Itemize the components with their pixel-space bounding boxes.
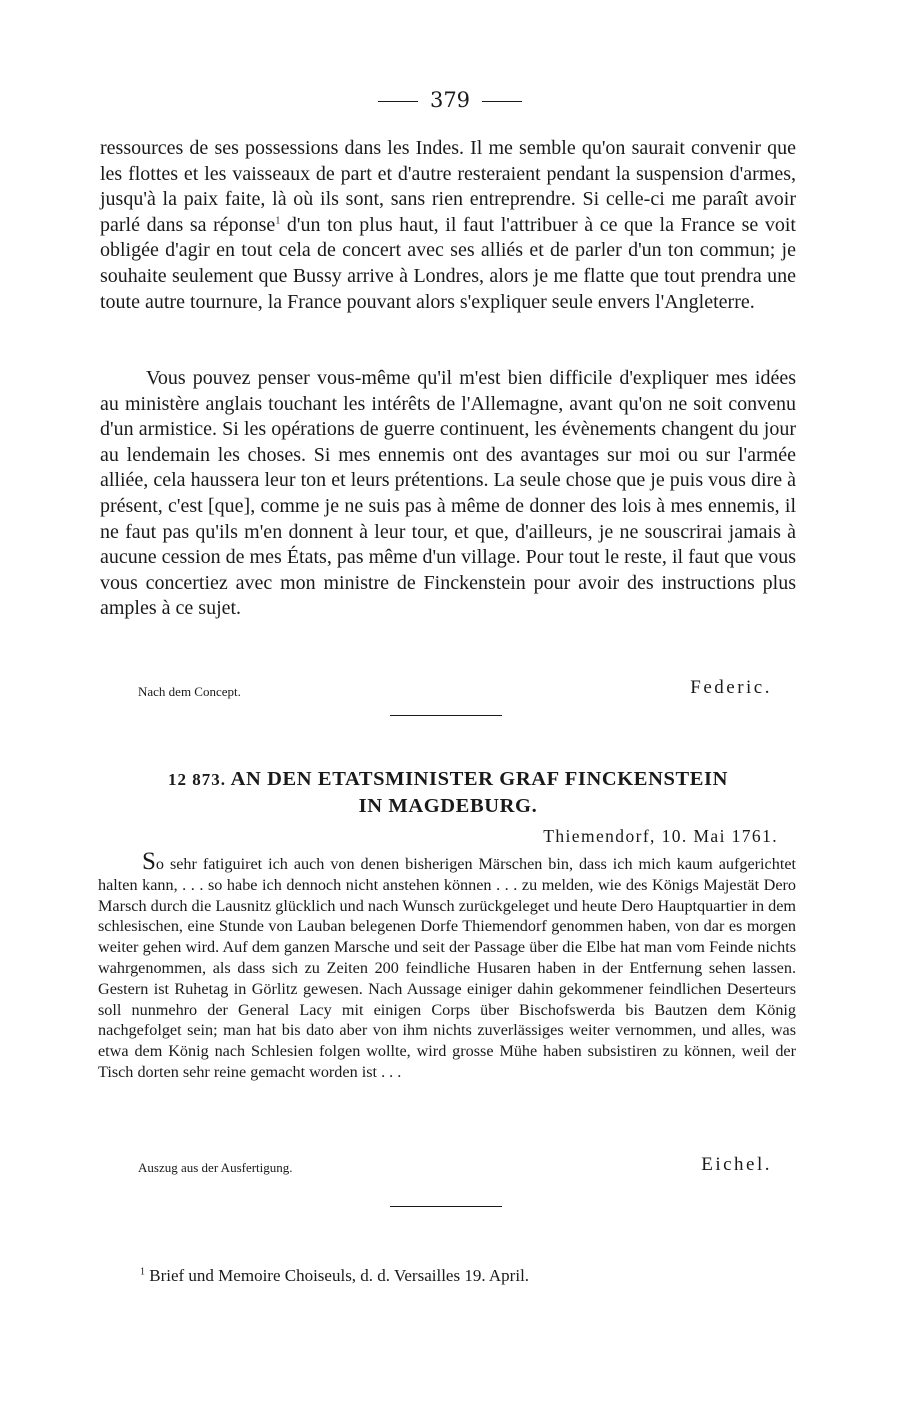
page-number-dash-left [378,101,418,102]
footnote-text: Brief und Memoire Choiseuls, d. d. Versailles 19. April. [149,1266,530,1285]
letter-dropcap: S [142,848,156,875]
page-number-text: 379 [429,88,471,112]
paragraph-1-text: ressources de ses possessions dans les Indes. Il me semble qu'on saurait convenir que les flottes et les vaisseaux de part et d'autre resteraient pendant la suspension d'armes, jusqu'à la paix faite, là où ils sont, sans rien entreprendre. Si celle-ci me paraît avoir parlé dans sa réponse [100,137,796,236]
section-divider-1 [390,715,502,716]
footnote [140,1266,529,1286]
signature-eichel: Eichel. [701,1154,772,1175]
footnote-marker: 1 [140,1266,145,1278]
letter-heading-line-1: AN DEN ETATSMINISTER GRAF FINCKENSTEIN [230,768,729,790]
paragraph-2: Vous pouvez penser vous-même qu'il m'est bien difficile d'expliquer mes idées au ministère anglais touchant les intérêts de l'Allemagne, avant qu'on ne soit convenu d'un armistice. Si les opérations de guerre continuent, les évènements changent du jour au lendemain les choses. Si mes ennemis ont des avantages sur moi ou sur l'armée alliée, cela haussera leur ton et leurs prétentions. La seule chose que je puis vous dire à présent, c'est [que], comme je ne suis pas à même de donner des lois à mes ennemis, il ne faut pas qu'ils m'en donnent à leur tour, et que, d'ailleurs, je ne souscrirai jamais à aucune cession de mes États, pas même d'un village. Pour tout le reste, il faut que vous vous concertiez avec mon ministre de Finckenstein pour avoir des instructions plus amples à ce sujet. [100,367,796,620]
source-note-ausfertigung: Auszug aus der Ausfertigung. [138,1160,293,1175]
letter-heading [100,766,796,819]
page-number-dash-right [482,101,522,102]
page-number [0,88,900,112]
section-divider-2 [390,1206,502,1207]
paragraph-1 [100,136,796,315]
letter-dateline: Thiemendorf, 10. Mai 1761. [543,826,778,846]
letter-body-text: o sehr fatiguiret ich auch von denen bisherigen Märschen bin, dass ich mich kaum aufgerichtet halten kann, . . . so habe ich dennoch nicht anstehen können . . . zu melden, wie des Königs Majestät Dero Marsch durch die Lausnitz glücklich und nach Wunsch zurückgeleget und heute Dero Hauptquartier in dem schlesischen, eine Stunde von Lauban belegenen Dorfe Thiemendorf genommen haben, von dar es morgen weiter gehen wird. Auf dem ganzen Marsche und seit der Passage über die Elbe hat man vom Feinde nichts wahrgenommen, als dass sich zu Zeiten 200 feindliche Husaren haben in der Entfernung sehen lassen. Gestern ist Ruhetag in Görlitz gewesen. Nach Aussage einiger dahin gekommener feindlichen Deserteurs soll nunmehro der General Lacy mit einigen Corps über Bischofswerda bis Bautzen dem König nachgefolget sein; man hat bis dato aber von ihm nichts zuverlässiges weiter vernommen, und alles, was etwa dem König nach Schlesien folgen wollte, wird grosse Mühe haben subsistiren zu können, weil der Tisch dorten sehr reine gemacht worden ist . . . [98,855,796,1081]
footnote-reference: 1 [275,215,281,227]
paragraph-1-text-continued: d'un ton plus haut, il faut l'attribuer à ce que la France se voit obligée d'agir en tout cela de concert avec ses alliés et de parler d'un ton commun; je souhaite seulement que Bussy arrive à Londres, alors je me flatte que tout prendra une toute autre tournure, la France pouvant alors s'expliquer seule envers l'Angleterre. [100,213,796,313]
signature-federic: Federic. [690,677,772,698]
letter-number: 12 873. [167,770,226,789]
letter-heading-line-2: IN MAGDEBURG. [358,795,538,817]
source-note-concept: Nach dem Concept. [138,684,241,699]
letter-body [98,848,796,1083]
